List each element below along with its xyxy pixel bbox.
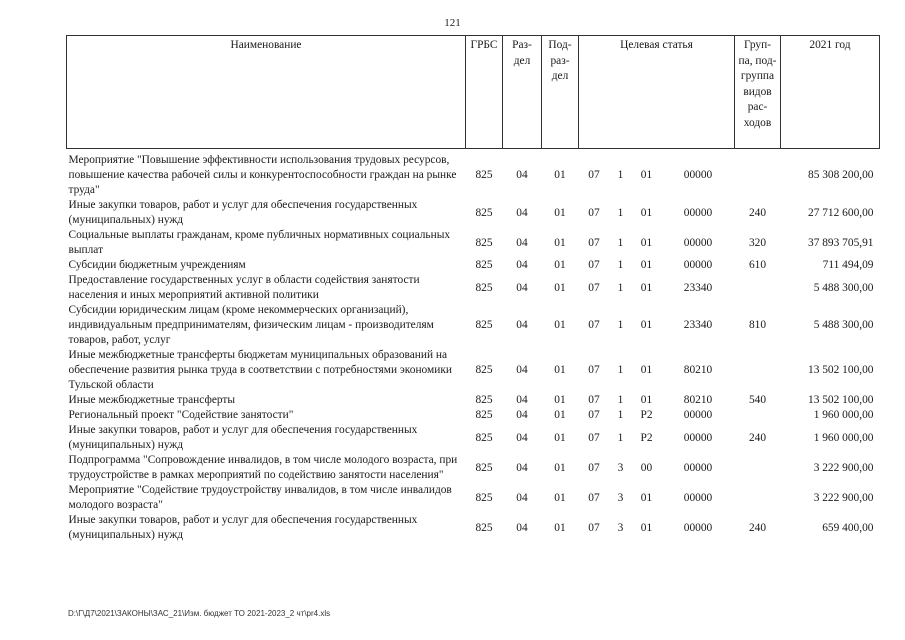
row-expense-group xyxy=(735,453,781,483)
row-target-program: 07 xyxy=(588,236,600,249)
row-grbs: 825 xyxy=(475,236,493,249)
row-target-direction: 00000 xyxy=(683,259,713,271)
row-grbs: 825 xyxy=(475,319,493,331)
row-podrazdel: 01 xyxy=(554,236,566,249)
table-row xyxy=(67,258,880,273)
row-podrazdel: 01 xyxy=(554,206,566,219)
row-target-event: P2 xyxy=(640,431,653,444)
header-name: Наименование xyxy=(67,36,466,149)
row-expense-group: 320 xyxy=(748,236,767,249)
row-name: Социальные выплаты гражданам, кроме публичных нормативных социальных выплат xyxy=(68,229,451,256)
row-target-subprogram: 3 xyxy=(617,461,624,474)
row-target-subprogram: 1 xyxy=(617,206,624,219)
row-target-direction: 80210 xyxy=(683,394,713,406)
row-target-subprogram: 1 xyxy=(617,394,624,406)
table-row xyxy=(67,513,880,543)
row-target-direction: 00000 xyxy=(683,491,713,504)
row-podrazdel: 01 xyxy=(554,259,566,271)
row-grbs: 825 xyxy=(475,169,493,181)
row-podrazdel: 01 xyxy=(554,409,566,421)
row-target-event: 01 xyxy=(640,206,653,219)
row-name: Иные закупки товаров, работ и услуг для обеспечения государственных (муниципальных) нужд xyxy=(68,424,418,451)
header-podrazdel: Под- раз- дел xyxy=(542,36,579,149)
row-amount: 1 960 000,00 xyxy=(813,431,874,444)
row-target-event: 01 xyxy=(640,394,653,406)
row-grbs: 825 xyxy=(475,206,493,219)
row-podrazdel: 01 xyxy=(554,461,566,474)
row-target-program: 07 xyxy=(588,394,600,406)
header-expense-group: Груп- па, под- группа видов рас- ходов xyxy=(735,36,781,149)
row-target-subprogram: 1 xyxy=(617,431,624,444)
table-row xyxy=(67,273,880,303)
row-target-subprogram: 1 xyxy=(617,319,624,331)
row-amount: 1 960 000,00 xyxy=(813,409,874,421)
row-target-event: 01 xyxy=(640,259,653,271)
row-target-subprogram: 1 xyxy=(617,409,624,421)
row-expense-group: 810 xyxy=(748,319,767,331)
row-target-direction: 00000 xyxy=(683,409,713,421)
table-row xyxy=(67,303,880,348)
row-target-event: P2 xyxy=(640,409,653,421)
row-target-direction: 00000 xyxy=(683,461,713,474)
row-amount: 3 222 900,00 xyxy=(813,491,874,504)
row-name: Иные межбюджетные трансферты xyxy=(68,394,236,406)
row-target-event: 01 xyxy=(640,236,653,249)
row-razdel: 04 xyxy=(516,491,528,504)
row-expense-group: 540 xyxy=(748,394,767,406)
header-target-article: Целевая статья xyxy=(579,36,735,149)
row-grbs: 825 xyxy=(475,281,493,294)
row-amount: 85 308 200,00 xyxy=(808,169,874,181)
row-target-direction: 80210 xyxy=(683,364,713,376)
row-target-event: 01 xyxy=(640,491,653,504)
row-target-program: 07 xyxy=(588,409,600,421)
row-name: Предоставление государственных услуг в области содействия занятости населения и иных мероприятий активной политики xyxy=(68,274,420,301)
row-expense-group xyxy=(735,483,781,513)
row-podrazdel: 01 xyxy=(554,431,566,444)
row-amount: 37 893 705,91 xyxy=(808,236,874,249)
row-name: Региональный проект "Содействие занятости" xyxy=(68,409,294,421)
row-razdel: 04 xyxy=(516,394,528,406)
row-podrazdel: 01 xyxy=(554,491,566,504)
table-row xyxy=(67,153,880,198)
row-target-subprogram: 3 xyxy=(617,491,624,504)
row-name: Иные закупки товаров, работ и услуг для обеспечения государственных (муниципальных) нужд xyxy=(68,199,418,226)
row-target-direction: 00000 xyxy=(683,236,713,249)
budget-table xyxy=(66,35,880,543)
row-name: Подпрограмма "Сопровождение инвалидов, в том числе молодого возраста, при трудоустройстве в рамках мероприятий по содействию занятости населения" xyxy=(68,454,458,481)
row-target-program: 07 xyxy=(588,491,600,504)
row-target-program: 07 xyxy=(588,281,600,294)
row-expense-group: 240 xyxy=(748,431,767,444)
table-row xyxy=(67,393,880,408)
row-target-subprogram: 1 xyxy=(617,236,624,249)
table-row xyxy=(67,423,880,453)
row-razdel: 04 xyxy=(516,431,528,444)
row-podrazdel: 01 xyxy=(554,281,566,294)
row-name: Иные закупки товаров, работ и услуг для обеспечения государственных (муниципальных) нужд xyxy=(68,514,418,541)
row-target-event: 01 xyxy=(640,169,653,181)
row-target-direction: 00000 xyxy=(683,431,713,444)
row-razdel: 04 xyxy=(516,409,528,421)
row-podrazdel: 01 xyxy=(554,319,566,331)
row-razdel: 04 xyxy=(516,281,528,294)
row-razdel: 04 xyxy=(516,259,528,271)
row-target-program: 07 xyxy=(588,169,600,181)
row-target-direction: 23340 xyxy=(683,281,713,294)
row-grbs: 825 xyxy=(475,521,493,534)
row-amount: 711 494,09 xyxy=(822,259,874,271)
row-grbs: 825 xyxy=(475,491,493,504)
row-grbs: 825 xyxy=(475,461,493,474)
row-amount: 659 400,00 xyxy=(822,521,874,534)
row-grbs: 825 xyxy=(475,364,493,376)
row-expense-group xyxy=(735,153,781,198)
row-target-direction: 23340 xyxy=(683,319,713,331)
row-razdel: 04 xyxy=(516,319,528,331)
row-target-event: 01 xyxy=(640,281,653,294)
row-grbs: 825 xyxy=(475,431,493,444)
row-name: Мероприятие "Содействие трудоустройству инвалидов, в том числе инвалидов молодого возраста" xyxy=(68,484,452,511)
footer-file-path: D:\Г\Д7\2021\ЗАКОНЫ\ЗАС_21\Изм. бюджет ТО 2021-2023_2 чт\pr4.xls xyxy=(68,609,331,618)
row-target-event: 01 xyxy=(640,319,653,331)
row-target-program: 07 xyxy=(588,521,600,534)
table-header-row xyxy=(67,36,880,149)
row-amount: 3 222 900,00 xyxy=(813,461,874,474)
row-amount: 5 488 300,00 xyxy=(813,319,874,331)
row-amount: 13 502 100,00 xyxy=(808,364,874,376)
row-expense-group xyxy=(735,273,781,303)
table-row xyxy=(67,453,880,483)
row-razdel: 04 xyxy=(516,236,528,249)
row-podrazdel: 01 xyxy=(554,169,566,181)
row-expense-group xyxy=(735,348,781,393)
row-target-program: 07 xyxy=(588,319,600,331)
row-podrazdel: 01 xyxy=(554,521,566,534)
row-target-subprogram: 1 xyxy=(617,281,624,294)
row-amount: 27 712 600,00 xyxy=(808,206,874,219)
row-target-event: 01 xyxy=(640,521,653,534)
header-year: 2021 год xyxy=(781,36,880,149)
row-target-direction: 00000 xyxy=(683,169,713,181)
table-row xyxy=(67,228,880,258)
header-razdel: Раз- дел xyxy=(503,36,542,149)
row-name: Иные межбюджетные трансферты бюджетам муниципальных образований на обеспечение развития рынка труда в соответствии с потребностями экономики Тульской области xyxy=(68,349,452,391)
row-name: Субсидии бюджетным учреждениям xyxy=(68,259,246,271)
row-target-event: 00 xyxy=(640,461,653,474)
row-expense-group: 240 xyxy=(748,206,767,219)
row-target-direction: 00000 xyxy=(683,521,713,534)
row-razdel: 04 xyxy=(516,521,528,534)
row-amount: 13 502 100,00 xyxy=(808,394,874,406)
table-row xyxy=(67,408,880,423)
header-grbs: ГРБС xyxy=(466,36,503,149)
row-grbs: 825 xyxy=(475,394,493,406)
row-expense-group xyxy=(735,408,781,423)
row-razdel: 04 xyxy=(516,364,528,376)
row-target-direction: 00000 xyxy=(683,206,713,219)
row-target-program: 07 xyxy=(588,259,600,271)
row-name: Мероприятие "Повышение эффективности использования трудовых ресурсов, повышение качества рабочей силы и конкурентоспособности граждан на рынке труда" xyxy=(68,154,457,196)
table-row xyxy=(67,198,880,228)
table-row xyxy=(67,348,880,393)
row-target-subprogram: 1 xyxy=(617,259,624,271)
row-amount: 5 488 300,00 xyxy=(813,281,874,294)
row-name: Субсидии юридическим лицам (кроме некоммерческих организаций), индивидуальным предпринимателям, физическим лицам - производителям товаров, работ, услуг xyxy=(68,304,434,346)
row-target-event: 01 xyxy=(640,364,653,376)
row-target-subprogram: 3 xyxy=(617,521,624,534)
row-target-subprogram: 1 xyxy=(617,364,624,376)
row-expense-group: 610 xyxy=(748,259,767,271)
row-grbs: 825 xyxy=(475,409,493,421)
row-target-program: 07 xyxy=(588,364,600,376)
row-razdel: 04 xyxy=(516,206,528,219)
row-expense-group: 240 xyxy=(748,521,767,534)
row-target-subprogram: 1 xyxy=(617,169,624,181)
table-row xyxy=(67,483,880,513)
row-grbs: 825 xyxy=(475,259,493,271)
row-podrazdel: 01 xyxy=(554,364,566,376)
row-podrazdel: 01 xyxy=(554,394,566,406)
table-body xyxy=(67,153,880,543)
row-target-program: 07 xyxy=(588,206,600,219)
row-target-program: 07 xyxy=(588,461,600,474)
row-razdel: 04 xyxy=(516,461,528,474)
row-razdel: 04 xyxy=(516,169,528,181)
row-target-program: 07 xyxy=(588,431,600,444)
page-number: 121 xyxy=(444,17,461,29)
